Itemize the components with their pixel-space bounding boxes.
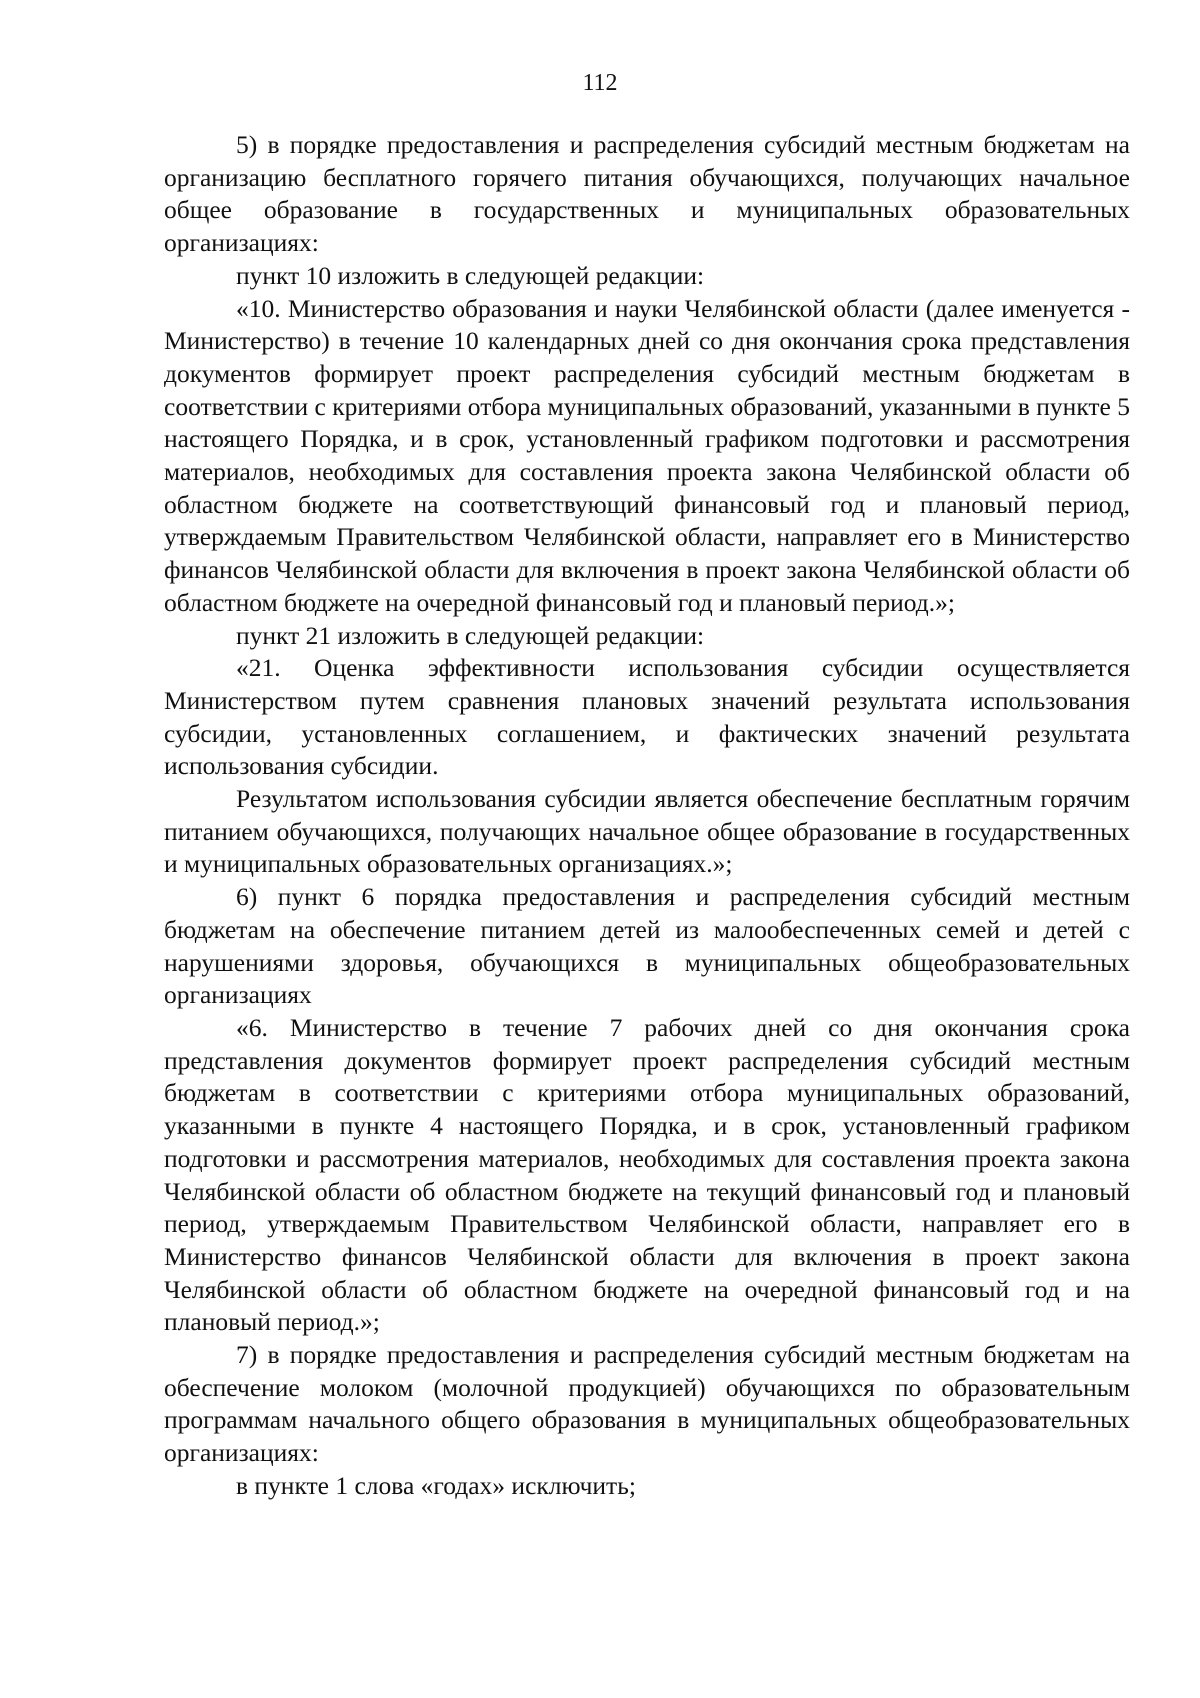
paragraph-point-21-intro: пункт 21 изложить в следующей редакции:: [236, 620, 705, 650]
paragraph-point-1-change: в пункте 1 слова «годах» исключить;: [236, 1470, 636, 1500]
paragraph-point-6-text: «6. Министерство в течение 7 рабочих дней со дня окончания срока представления документов формирует проект распределения субсидий местным бюджетам в соответствии с критериями отбора муниципальных образований, указанными в пункте 4 настоящего Порядка, и в срок, установленный графиком подготовки и рассмотрения материалов, необходимых для составления проекта закона Челябинской области об областном бюджете на текущий финансовый год и плановый период, утверждаемым Правительством Челябинской области, направляет его в Министерство финансов Челябинской области для включения в проект закона Челябинской области об областном бюджете на очередной финансовый год и на плановый период.»;: [164, 1012, 1130, 1337]
paragraph-item-7: 7) в порядке предоставления и распределения субсидий местным бюджетам на обеспечение молоком (молочной продукцией) обучающихся по образовательным программам начального общего образования в муниципальных общеобразовательных организациях:: [164, 1340, 1130, 1468]
paragraph-item-6: 6) пункт 6 порядка предоставления и распределения субсидий местным бюджетам на обеспечение питанием детей из малообеспеченных семей и детей с нарушениями здоровья, обучающихся в муниципальных общеобразовательных организациях: [164, 882, 1130, 1010]
paragraph-point-21-text: «21. Оценка эффективности использования субсидии осуществляется Министерством путем сравнения плановых значений результата использования субсидии, установленных соглашением, и фактических значений результата использования субсидии.: [164, 653, 1130, 781]
paragraph-point-10-text: «10. Министерство образования и науки Челябинской области (далее именуется - Министерство) в течение 10 календарных дней со дня окончания срока представления документов формирует проект распределения субсидий местным бюджетам в соответствии с критериями отбора муниципальных образований, указанными в пункте 5 настоящего Порядка, и в срок, установленный графиком подготовки и рассмотрения материалов, необходимых для составления проекта закона Челябинской области об областном бюджете на соответствующий финансовый год и плановый период, утверждаемым Правительством Челябинской области, направляет его в Министерство финансов Челябинской области для включения в проект закона Челябинской области об областном бюджете на очередной финансовый год и плановый период.»;: [164, 293, 1130, 617]
paragraph-point-10-intro: пункт 10 изложить в следующей редакции:: [236, 260, 705, 290]
paragraph-item-5: 5) в порядке предоставления и распределения субсидий местным бюджетам на организацию бесплатного горячего питания обучающихся, получающих начальное общее образование в государственных и муниципальных образовательных организациях:: [164, 130, 1130, 258]
paragraph-point-21-result: Результатом использования субсидии является обеспечение бесплатным горячим питанием обучающихся, получающих начальное общее образование в государственных и муниципальных образовательных организациях.»;: [164, 784, 1130, 879]
document-body: [164, 129, 1130, 1503]
page-number: 112: [582, 70, 618, 96]
